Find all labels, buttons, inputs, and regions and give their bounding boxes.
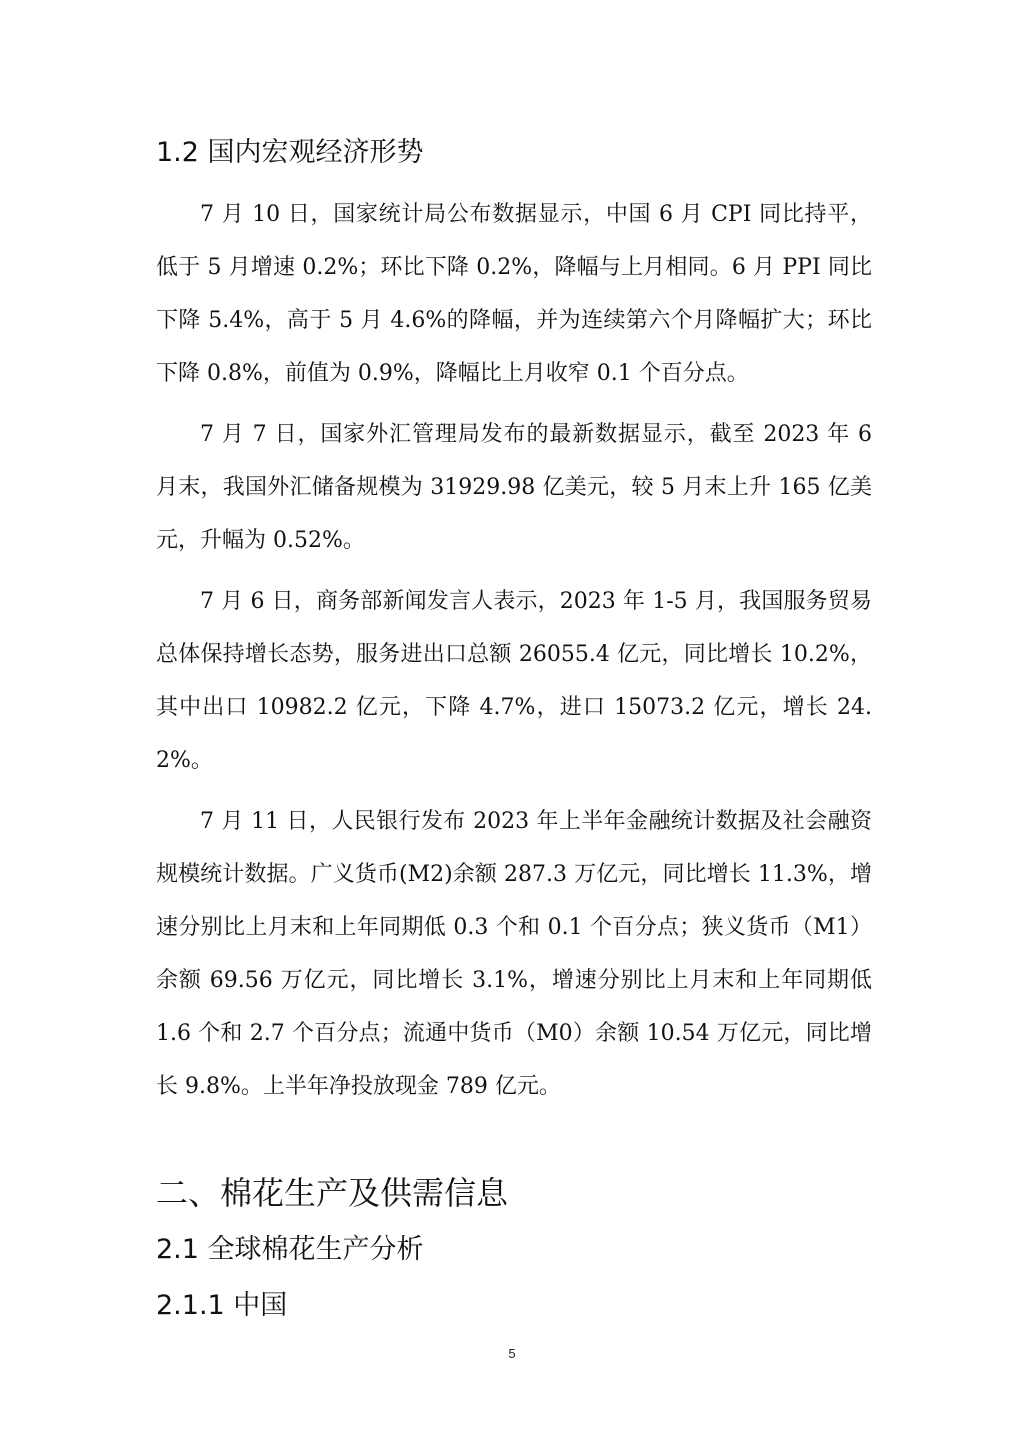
paragraph-forex-reserves: 7 月 7 日，国家外汇管理局发布的最新数据显示，截至 2023 年 6 月末，我国外汇储备规模为 31929.98 亿美元，较 5 月末上升 165 亿美元，升幅为 0.52%。 [156,422,872,553]
section-heading-1-2: 1.2 国内宏观经济形势 [156,137,424,168]
paragraph-cpi-ppi: 7 月 10 日，国家统计局公布数据显示，中国 6 月 CPI 同比持平，低于 5 月增速 0.2%；环比下降 0.2%，降幅与上月相同。6 月 PPI 同比下降 5.4%，高于 5 月 4.6%的降幅，并为连续第六个月降幅扩大；环比下降 0.8%，前值为 0.9%，降幅比上月收窄 0.1 个百分点。 [156,202,872,386]
section-heading-2-1-1: 2.1.1 中国 [156,1290,288,1321]
paragraph-service-trade: 7 月 6 日，商务部新闻发言人表示，2023 年 1-5 月，我国服务贸易总体保持增长态势，服务进出口总额 26055.4 亿元，同比增长 10.2%，其中出口 10982.2 亿元，下降 4.7%，进口 15073.2 亿元，增长 24.2%。 [156,589,872,773]
paragraph-monetary-stats: 7 月 11 日，人民银行发布 2023 年上半年金融统计数据及社会融资规模统计数据。广义货币(M2)余额 287.3 万亿元，同比增长 11.3%，增速分别比上月末和上年同期低 0.3 个和 0.1 个百分点；狭义货币（M1）余额 69.56 万亿元，同比增长 3.1%，增速分别比上月末和上年同期低 1.6 个和 2.7 个百分点；流通中货币（M0）余额 10.54 万亿元，同比增长 9.8%。上半年净投放现金 789 亿元。 [156,809,872,1099]
page-number: 5 [508,1346,516,1361]
page-content [156,128,872,1337]
section-heading-2-1: 2.1 全球棉花生产分析 [156,1234,424,1265]
section-heading-2: 二、棉花生产及供需信息 [156,1174,509,1212]
